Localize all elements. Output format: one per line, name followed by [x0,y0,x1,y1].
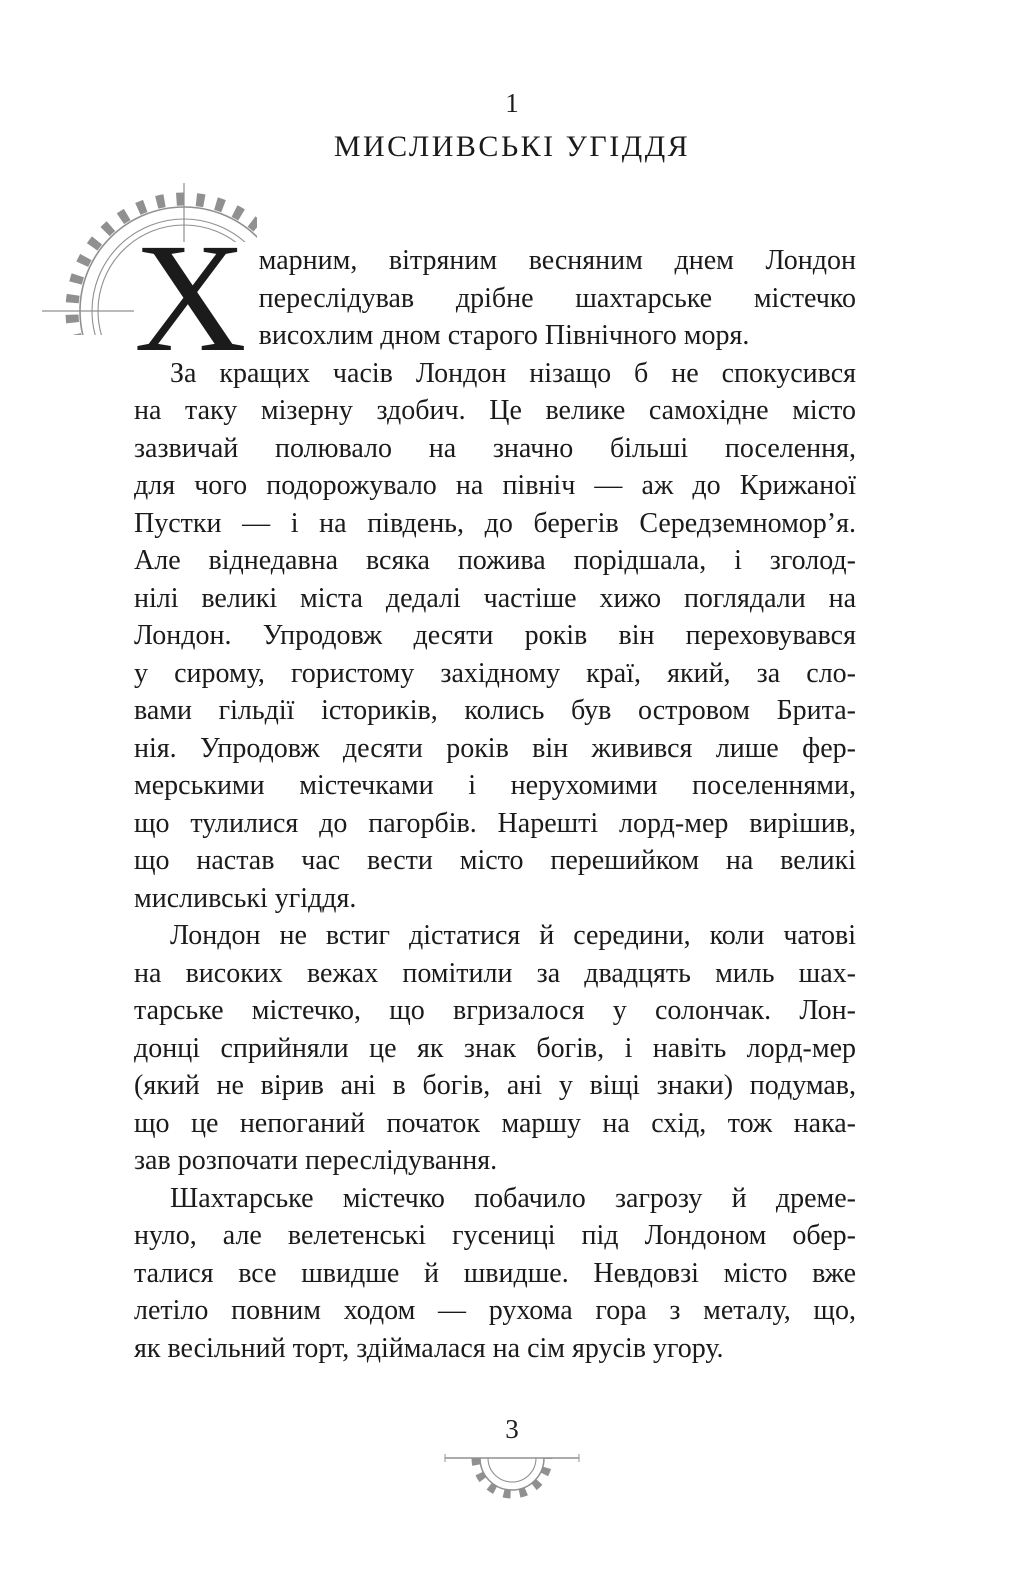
text-line: нія. Упродовж десяти років він живився лише фер- [134,732,856,764]
text-line: летіло повним ходом — рухома гора з металу, що, [134,1295,856,1326]
text-line: висохлим дном старого Північного моря. [258,320,750,351]
text-line: Шахтарське містечко побачило загрозу й дреме- [170,1182,856,1214]
text-line: тарське містечко, що вгризалося у солончак. Лон- [134,995,856,1026]
drop-cap: Х [134,242,259,354]
text-line: що це непоганий початок маршу на схід, тож нака- [134,1107,856,1139]
text-line: що настав час вести місто перешийком на великі [134,845,856,876]
body-text [134,211,856,1367]
paragraph [134,355,856,918]
text-line: Пустки — і на південь, до берегів Середземномор’я. [134,507,856,539]
text-line: нуло, але велетенські гусениці під Лондоном обер- [134,1220,856,1251]
paragraph [134,1180,856,1368]
text-line: (який не вірив ані в богів, ані у віщі знаки) подумав, [134,1070,856,1101]
text-line: у сирому, гористому західному краї, який, за сло- [134,657,856,689]
text-line: марним, вітряним весняним днем Лондон [258,245,856,276]
text-line: вами гільдії істориків, колись був островом Брита- [134,695,856,726]
text-line: За кращих часів Лондон нізащо б не спокусився [170,357,856,389]
text-line: донці сприйняли це як знак богів, і навіть лорд-мер [134,1032,856,1064]
half-gear-ornament-icon [437,1450,587,1520]
text-line: Але віднедавна всяка пожива порідшала, і зголод- [134,545,856,576]
page-footer [0,1412,1024,1520]
text-line: Лондон не встиг дістатися й середини, коли чатові [170,920,856,951]
chapter-title: МИСЛИВСЬКІ УГІДДЯ [333,130,691,163]
page-number: 3 [505,1414,519,1444]
text-line: мерськими містечками і нерухомими поселеннями, [134,770,856,801]
text-line: переслідував дрібне шахтарське містечко [258,282,856,314]
text-line: на високих вежах помітили за двадцять миль шах- [134,957,856,989]
text-line: нілі великі міста дедалі частіше хижо поглядали на [134,582,856,614]
chapter-number: 1 [505,88,519,118]
text-line: Лондон. Упродовж десяти років він переховувався [134,620,856,651]
text-line: що тулилися до пагорбів. Нарешті лорд-мер вирішив, [134,807,856,839]
text-line: талися все швидше й швидше. Невдовзі місто вже [134,1257,856,1289]
text-line: зав розпочати переслідування. [134,1145,498,1176]
text-line: як весільний торт, здіймалася на сім ярусів угору. [134,1332,724,1364]
text-line: зазвичай полювало на значно більші поселення, [134,432,856,464]
text-line: мисливські угіддя. [134,882,357,914]
text-line: на таку мізерну здобич. Це велике самохідне місто [134,395,856,426]
text-line: для чого подорожувало на північ — аж до Крижаної [134,470,856,501]
paragraph [134,917,856,1180]
